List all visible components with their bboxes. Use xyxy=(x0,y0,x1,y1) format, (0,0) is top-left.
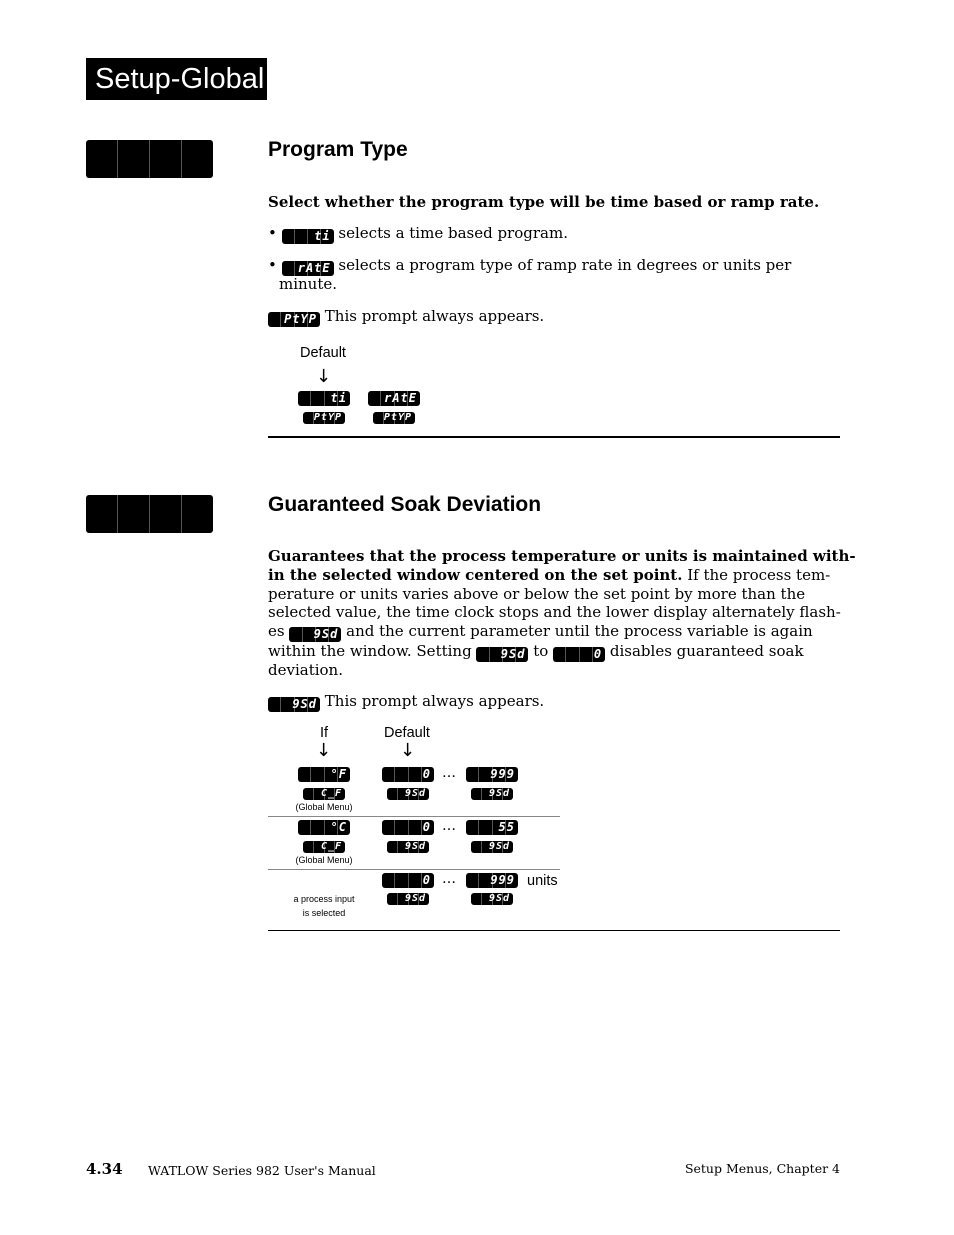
ti-option-display: ti xyxy=(298,391,350,406)
celsius-display: °C xyxy=(298,820,350,835)
default-label: Default xyxy=(300,345,346,361)
default-label: Default xyxy=(384,725,430,741)
zero-inline-icon: 0 xyxy=(553,647,605,662)
ptyp-prompt-display: PtYP xyxy=(373,412,415,424)
chapter-label: Setup Menus, Chapter 4 xyxy=(684,1161,840,1176)
program-type-note: PtYP This prompt always appears. xyxy=(268,307,544,327)
high-value-display: 999 xyxy=(466,873,518,888)
gsd-heading: Guaranteed Soak Deviation xyxy=(268,493,542,516)
cf-prompt-display: C_F xyxy=(303,841,345,853)
units-label: units xyxy=(527,873,558,889)
gsd-para-line2: in the selected window centered on the set point. If the process tem- xyxy=(268,566,831,584)
down-arrow-icon: ↓ xyxy=(316,740,332,761)
section-divider xyxy=(268,436,840,438)
range-ellipsis: … xyxy=(442,871,456,887)
cf-prompt-display: C_F xyxy=(303,788,345,800)
low-value-display: 0 xyxy=(382,873,434,888)
ptyp-display-icon: PtYP xyxy=(86,140,213,178)
process-input-note-a: a process input xyxy=(293,894,355,904)
low-value-display: 0 xyxy=(382,820,434,835)
program-type-heading: Program Type xyxy=(268,138,408,161)
program-type-intro: Select whether the program type will be time based or ramp rate. xyxy=(268,193,820,211)
row-divider xyxy=(268,869,560,870)
page-number: 4.34 xyxy=(86,1160,123,1178)
bullet-ramp-rate: • rAtE selects a program type of ramp rate in degrees or units per xyxy=(268,256,792,275)
global-menu-note: (Global Menu) xyxy=(295,855,353,865)
gsd-para-line3: perature or units varies above or below the set point by more than the xyxy=(268,585,806,603)
if-label: If xyxy=(320,725,329,741)
gsd-para-line5: es 9Sd and the current parameter until the process variable is again xyxy=(268,622,813,641)
bullet-time-based: • ti selects a time based program. xyxy=(268,224,568,243)
gsd-prompt-display: 9Sd xyxy=(387,893,429,905)
ptyp-small-icon: PtYP xyxy=(268,312,320,327)
rate-display-icon: rAtE xyxy=(282,261,334,276)
gsd-prompt-display: 9Sd xyxy=(471,841,513,853)
manual-title: WATLOW Series 982 User's Manual xyxy=(148,1163,376,1178)
gsd-prompt-display: 9Sd xyxy=(387,788,429,800)
high-value-display: 999 xyxy=(466,767,518,782)
gsd-para-line1: Guarantees that the process temperature or units is maintained with- xyxy=(268,547,856,565)
gsd-para-line6: within the window. Setting 9Sd to 0 disables guaranteed soak xyxy=(268,642,804,661)
down-arrow-icon: ↓ xyxy=(400,740,416,761)
row-divider xyxy=(268,816,560,817)
range-ellipsis: … xyxy=(442,765,456,781)
process-input-note-b: is selected xyxy=(302,908,346,918)
page-header: Setup-Global xyxy=(86,58,267,100)
range-ellipsis: … xyxy=(442,818,456,834)
gsd-prompt-display: 9Sd xyxy=(471,788,513,800)
rate-option-display: rAtE xyxy=(368,391,420,406)
fahrenheit-display: °F xyxy=(298,767,350,782)
gsd-display-icon: 9Sd xyxy=(86,495,213,533)
gsd-note: 9Sd This prompt always appears. xyxy=(268,692,544,712)
gsd-prompt-display: 9Sd xyxy=(471,893,513,905)
global-menu-note: (Global Menu) xyxy=(295,802,353,812)
ptyp-prompt-display: PtYP xyxy=(303,412,345,424)
gsd-para-line7: deviation. xyxy=(268,661,343,679)
high-value-display: 55 xyxy=(466,820,518,835)
section-divider xyxy=(268,930,840,931)
gsd-inline-icon: 9Sd xyxy=(476,647,528,662)
gsd-prompt-display: 9Sd xyxy=(387,841,429,853)
gsd-para-line4: selected value, the time clock stops and the lower display alternately flash- xyxy=(268,603,841,621)
low-value-display: 0 xyxy=(382,767,434,782)
bullet-ramp-rate-cont: minute. xyxy=(279,275,338,293)
down-arrow-icon: ↓ xyxy=(316,366,332,387)
gsd-inline-icon: 9Sd xyxy=(289,627,341,642)
gsd-small-icon: 9Sd xyxy=(268,697,320,712)
ti-display-icon: ti xyxy=(282,229,334,244)
